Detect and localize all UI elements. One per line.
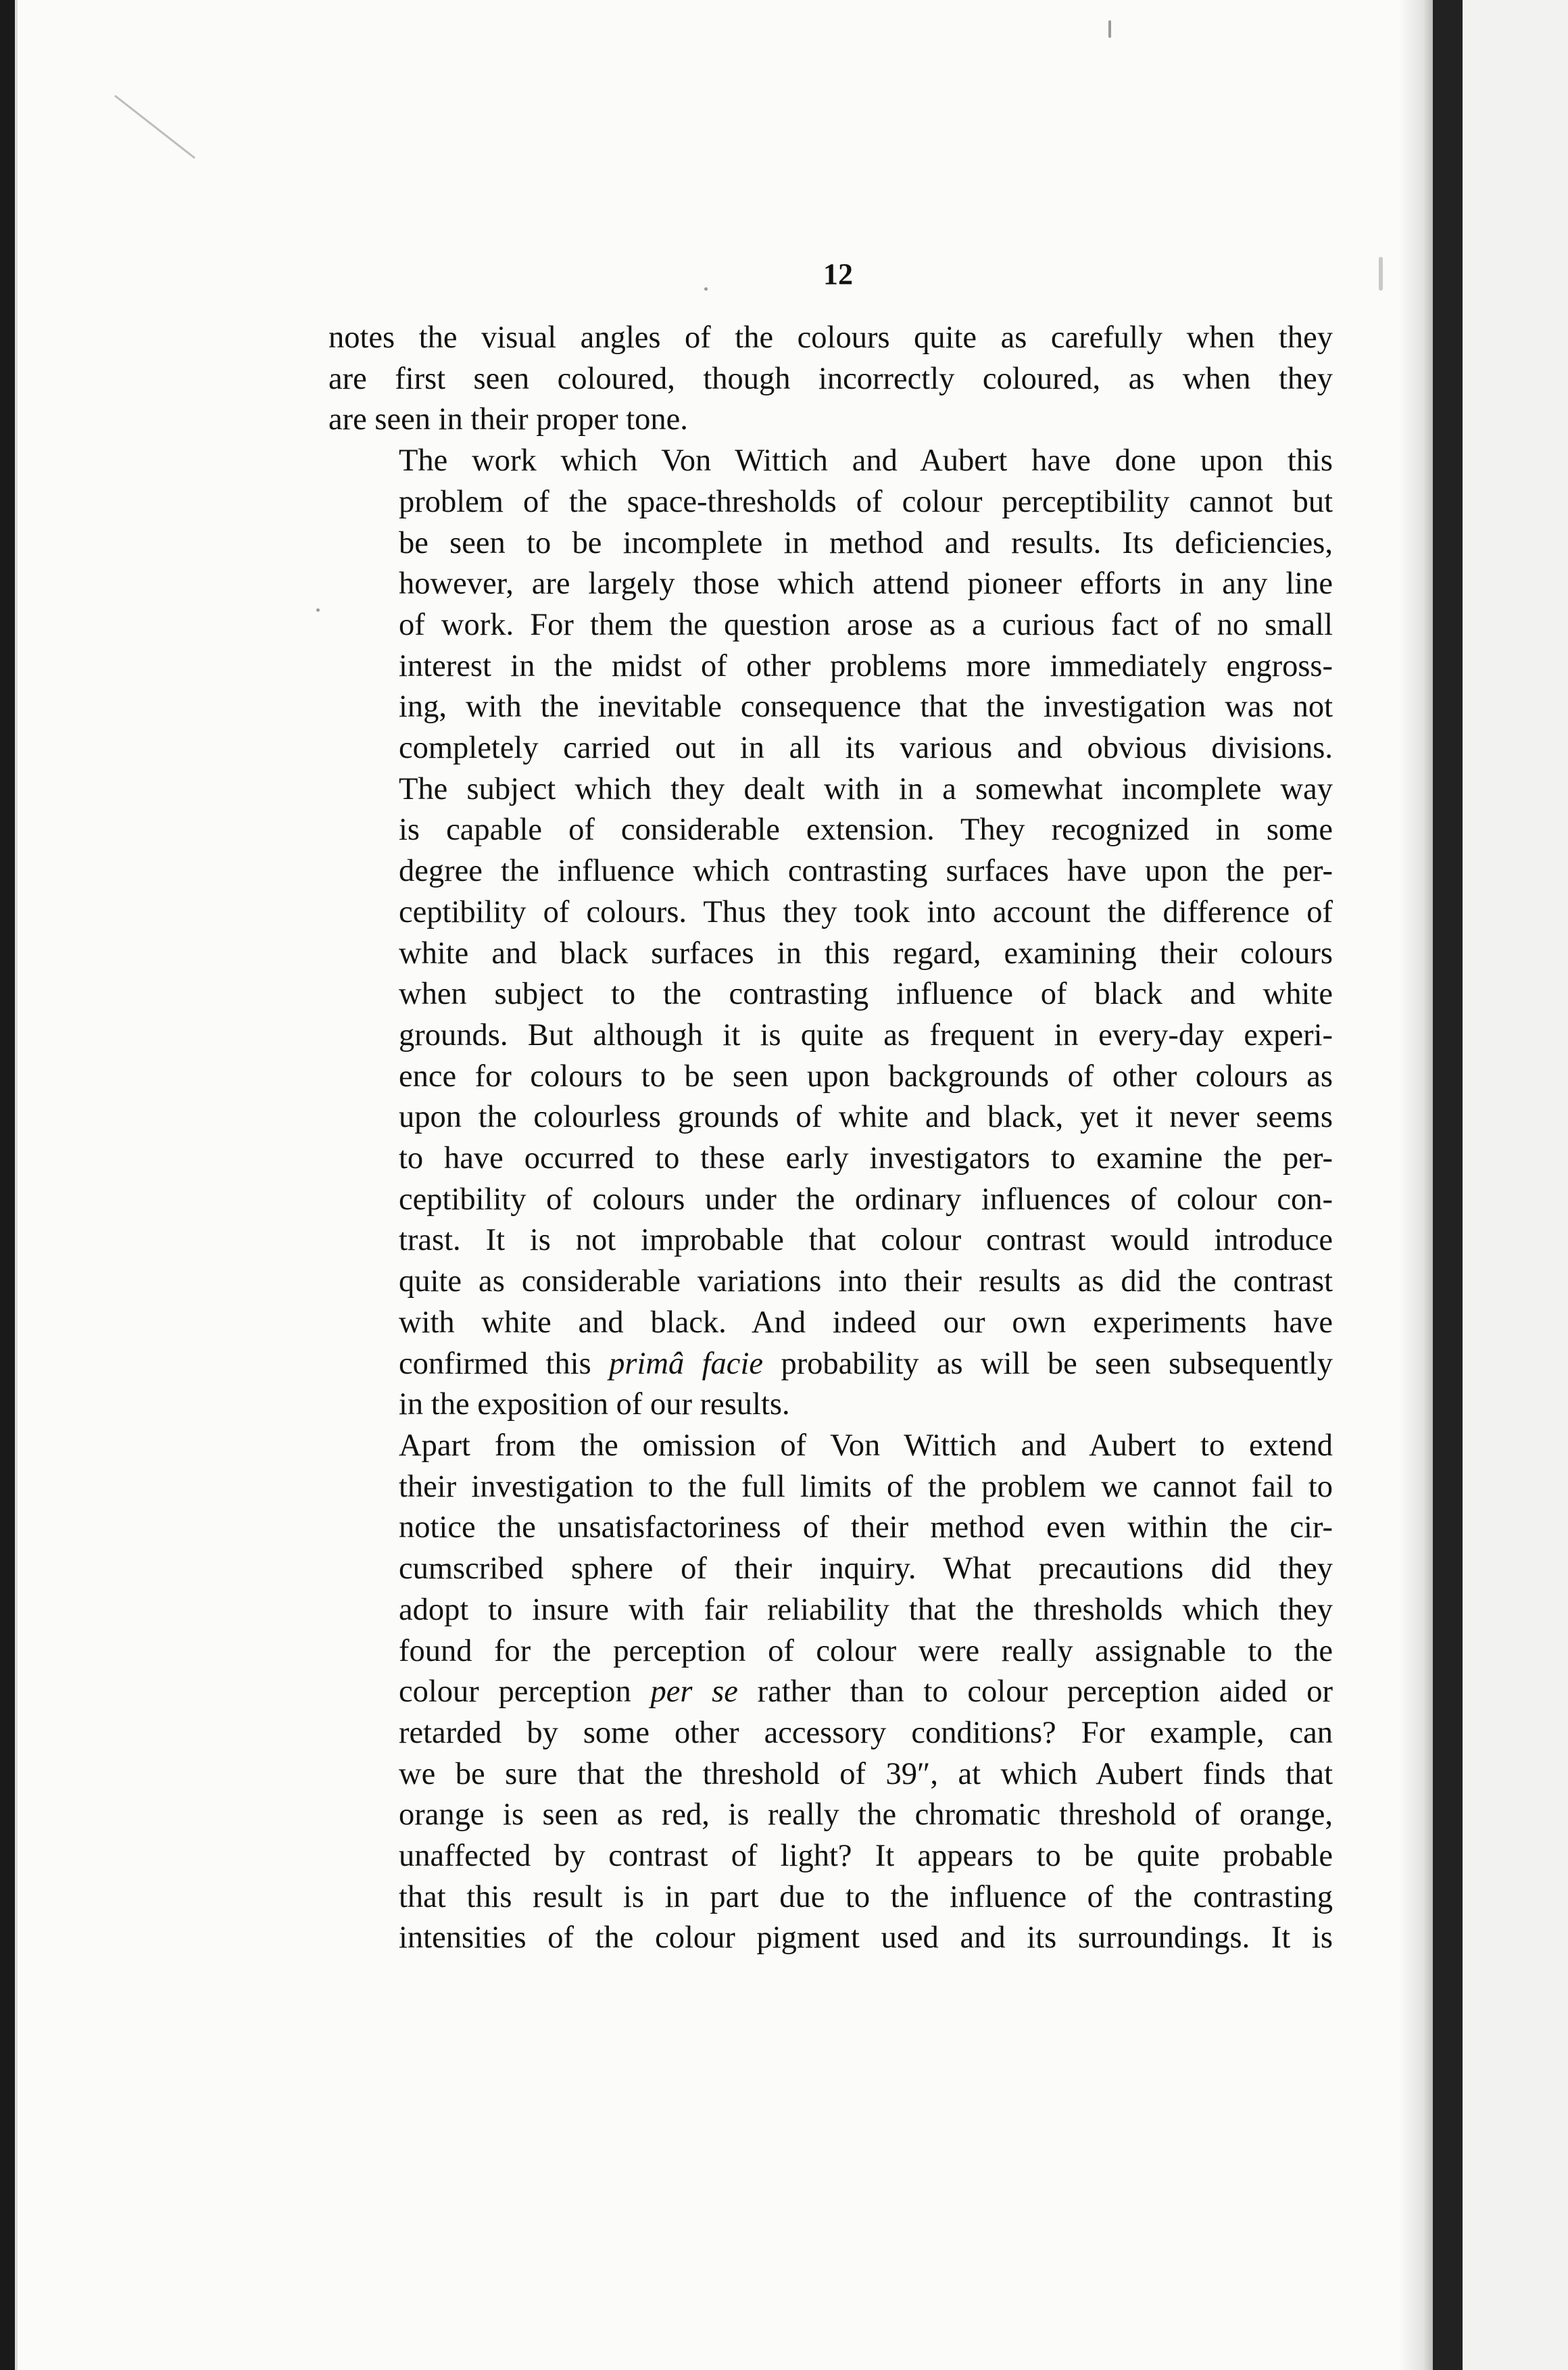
text-line: trast. It is not improbable that colour contrast would introduce <box>399 1223 1333 1258</box>
text-line: The work which Von Wittich and Aubert have done upon this <box>399 443 1333 479</box>
text-line: found for the perception of colour were really assignable to the <box>399 1633 1333 1668</box>
text-line-with-italic <box>328 1344 1333 1385</box>
text-line: cumscribed sphere of their inquiry. What precautions did they <box>399 1551 1333 1587</box>
text-line: intensities of the colour pigment used and its surroundings. It is <box>399 1920 1333 1956</box>
text-line: in the exposition of our results. <box>399 1387 790 1422</box>
paragraph-3 <box>328 1426 1333 1959</box>
scan-speck <box>1108 20 1111 38</box>
text-line: with white and black. And indeed our own experiments have <box>399 1305 1333 1340</box>
paragraph-1 <box>328 318 1333 441</box>
text-run: probability as will be seen subsequently <box>763 1346 1333 1381</box>
italic-phrase: per se <box>650 1674 738 1710</box>
text-line: The subject which they dealt with in a somewhat incomplete way <box>399 771 1333 806</box>
binding-gutter <box>1433 0 1463 2370</box>
text-line: retarded by some other accessory conditions? For example, can <box>399 1715 1333 1750</box>
text-line: unaffected by contrast of light? It appears to be quite probable <box>399 1839 1333 1874</box>
text-run: confirmed this <box>399 1346 610 1381</box>
text-line: is capable of considerable extension. They recognized in some <box>399 813 1333 848</box>
text-line: that this result is in part due to the influence of the contrasting <box>399 1879 1333 1914</box>
text-line: are seen in their proper tone. <box>328 402 688 437</box>
text-line: notes the visual angles of the colours quite as carefully when they <box>328 320 1333 355</box>
text-line: ence for colours to be seen upon backgrounds of other colours as <box>399 1059 1333 1094</box>
text-line: ing, with the inevitable consequence that the investigation was not <box>399 690 1333 725</box>
text-line: of work. For them the question arose as a curious fact of no small <box>399 607 1333 642</box>
text-line: their investigation to the full limits of the problem we cannot fail to <box>399 1469 1333 1504</box>
underlying-page-edge <box>1463 0 1568 2370</box>
text-line: when subject to the contrasting influence of black and white <box>399 977 1333 1012</box>
text-line: ceptibility of colours. Thus they took into account the difference of <box>399 894 1333 929</box>
text-run: rather than to colour perception aided or <box>737 1674 1333 1710</box>
text-line: orange is seen as red, is really the chromatic threshold of orange, <box>399 1797 1333 1833</box>
text-line: ceptibility of colours under the ordinary influences of colour con- <box>399 1182 1333 1217</box>
text-line: are first seen coloured, though incorrectly coloured, as when they <box>328 361 1333 396</box>
page-number: 12 <box>823 258 853 291</box>
text-line: we be sure that the threshold of 39″, at which Aubert finds that <box>399 1756 1333 1791</box>
text-line: white and black surfaces in this regard, examining their colours <box>399 936 1333 971</box>
text-line: upon the colourless grounds of white and black, yet it never seems <box>399 1100 1333 1135</box>
text-line: adopt to insure with fair reliability that the thresholds which they <box>399 1592 1333 1627</box>
text-line: Apart from the omission of Von Wittich and Aubert to extend <box>399 1428 1333 1463</box>
text-line: problem of the space-thresholds of colour perceptibility cannot but <box>399 484 1333 519</box>
text-run: colour perception <box>399 1674 651 1710</box>
text-line: grounds. But although it is quite as frequent in every-day experi- <box>399 1017 1333 1053</box>
body-text <box>328 318 1333 1959</box>
text-line: to have occurred to these early investigators to examine the per- <box>399 1141 1333 1176</box>
text-line: however, are largely those which attend pioneer efforts in any line <box>399 566 1333 602</box>
text-line: interest in the midst of other problems more immediately engross- <box>399 648 1333 683</box>
text-line: completely carried out in all its various and obvious divisions. <box>399 731 1333 766</box>
text-line: be seen to be incomplete in method and results. Its deficiencies, <box>399 525 1333 560</box>
italic-phrase: primâ facie <box>609 1346 764 1381</box>
scan-speck <box>316 608 320 612</box>
text-line: quite as considerable variations into their results as did the contrast <box>399 1264 1333 1299</box>
scan-speck <box>1379 257 1383 291</box>
text-line: degree the influence which contrasting surfaces have upon the per- <box>399 854 1333 889</box>
paragraph-2 <box>328 441 1333 1426</box>
scan-speck <box>704 287 708 291</box>
text-line: notice the unsatisfactoriness of their method even within the cir- <box>399 1510 1333 1545</box>
text-line-with-italic <box>328 1672 1333 1713</box>
